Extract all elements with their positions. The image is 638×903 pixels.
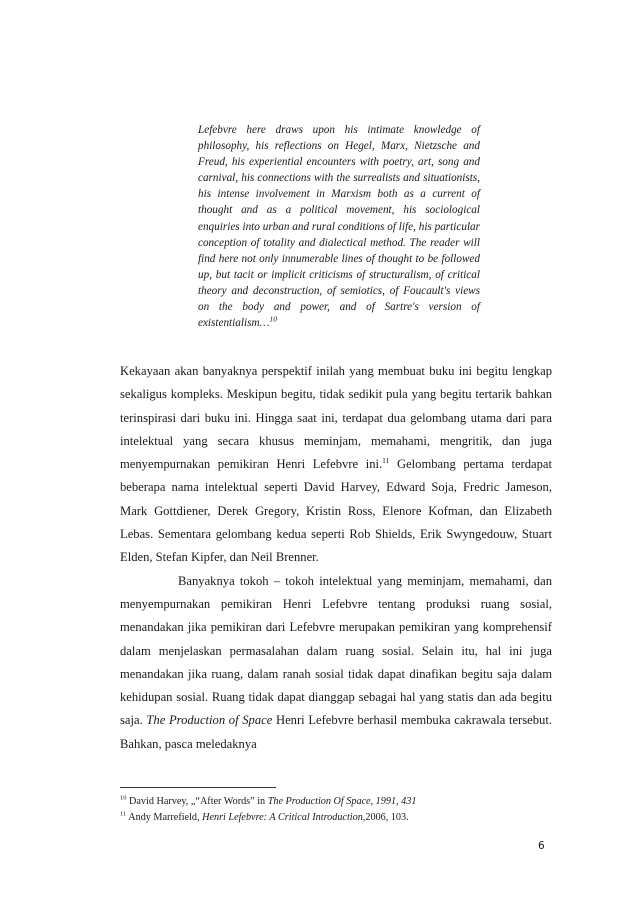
footnote-italic: Henri Lefebvre: A Critical Introduction,	[202, 811, 366, 823]
block-quote	[198, 122, 480, 331]
book-title: The Production of Space	[146, 713, 273, 728]
footnote-text: David Harvey, „“After Words” in	[129, 796, 268, 807]
block-quote-text: Lefebvre here draws upon his intimate knowledge of philosophy, his reflections on Hegel, Marx, Nietzsche and Freud, his experiential encounters with poetry, art, song and carnival, his connections with the surrealists and situationists, his intense involvement in Marxism both as a current of thought and as a political movement, his sociological enquiries into urban and rural conditions of life, his particular conception of totality and dialectical method. The reader will find here not only innumerable lines of thought to be followed up, but tacit or implicit criticisms of structuralism, of critical theory and deconstruction, of semiotics, of Foucault's views on the body and power, and of Sartre's version of existentialism…	[198, 124, 480, 330]
paragraph-2-text-b: Henri Lefebvre berhasil membuka cakrawala tersebut. Bahkan, pasca meledaknya	[120, 713, 552, 751]
paragraph-1-text-a: Kekayaan akan banyaknya perspektif inilah yang membuat buku ini begitu lengkap sekaligus kompleks. Meskipun begitu, tidak sedikit pula yang begitu tertarik bahkan terinspirasi dari buku ini. Hingga saat ini, terdapat dua gelombang utama dari para intelektual yang secara khusus meminjam, memahami, mengritik, dan juga menyempurnakan pemikiran Henri Lefebvre ini.	[120, 364, 552, 472]
footnote-10	[120, 794, 560, 810]
paragraph-1-text-b: Gelombang pertama terdapat beberapa nama intelektual seperti David Harvey, Edward Soja, Fredric Jameson, Mark Gottdiener, Derek Gregory, Kristin Ross, Elenore Kofman, dan Elizabeth Lebas. Sementara gelombang kedua seperti Rob Shields, Erik Swyngedouw, Stuart Elden, Stefan Kipfer, dan Neil Brenner.	[120, 457, 553, 565]
footnote-italic: The Production Of Space, 1991, 431	[267, 796, 417, 807]
footnote-text: Andy Marrefield,	[128, 811, 203, 823]
paragraph-2	[120, 570, 552, 756]
footnote-number: 11	[120, 810, 127, 818]
paragraph-1	[120, 360, 552, 570]
footnote-text-end: 2006, 103.	[365, 811, 409, 823]
footnote-11	[120, 810, 560, 826]
page-number: 6	[538, 840, 545, 852]
footnotes	[120, 794, 560, 825]
footnote-separator	[120, 787, 276, 788]
paragraph-2-text-a: Banyaknya tokoh – tokoh intelektual yang meminjam, memahami, dan menyempurnakan pemikiran Henri Lefebvre tentang produksi ruang sosial, menandakan jika pemikiran dari Lefebvre merupakan pemikiran yang komprehensif dalam menjelaskan permasalahan dalam ruang sosial. Selain itu, hal ini juga menandakan jika ruang, dalam ranah sosial tidak dapat dinafikan begitu saja dalam kehidupan sosial. Ruang tidak dapat dianggap sebagai hal yang statis dan ada begitu saja.	[120, 573, 552, 728]
footnote-number: 10	[120, 794, 127, 802]
body-text	[120, 360, 552, 756]
footnote-ref-10[interactable]: 10	[269, 314, 277, 324]
footnote-ref-11[interactable]: 11	[382, 456, 390, 465]
